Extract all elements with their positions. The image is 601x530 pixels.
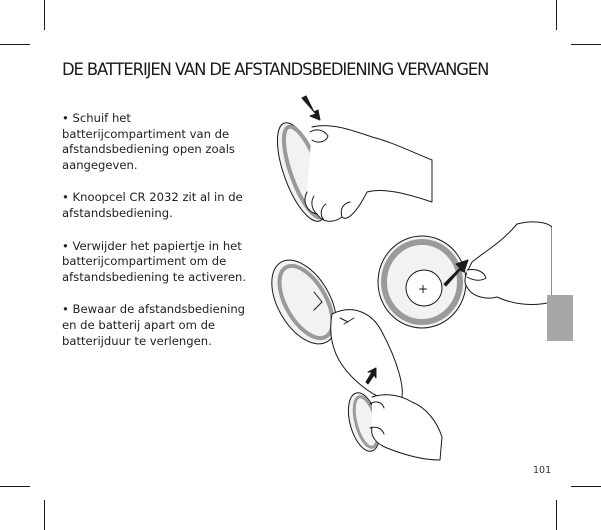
chapter-tab xyxy=(547,295,573,341)
instruction-item: • Bewaar de afstandsbediening en de batterij apart om de batterijduur te verlengen. xyxy=(62,302,246,348)
hand-right xyxy=(465,222,552,305)
crop-mark-top-left-vertical xyxy=(44,0,45,30)
instruction-list xyxy=(62,111,257,366)
crop-mark-bottom-left-vertical xyxy=(44,500,45,530)
arrow-down-icon xyxy=(302,96,320,120)
instruction-item: • Verwijder het papiertje in het batterijcompartiment om de afstandsbediening te activeren. xyxy=(62,238,247,284)
step-2-remove-paper xyxy=(378,222,552,328)
crop-mark-bottom-left-horizontal xyxy=(0,486,30,487)
crop-mark-top-right-horizontal xyxy=(571,44,601,45)
page-title: DE BATTERIJEN VAN DE AFSTANDSBEDIENING VERVANGEN xyxy=(62,60,489,79)
crop-mark-bottom-right-horizontal xyxy=(571,486,601,487)
crop-mark-bottom-right-vertical xyxy=(556,500,557,530)
battery-replacement-illustration xyxy=(262,92,552,462)
step-4-hand-holding-remote xyxy=(343,389,442,460)
crop-mark-top-right-vertical xyxy=(556,0,557,30)
step-1-open-remote xyxy=(267,96,432,227)
svg-text:+: + xyxy=(418,282,429,296)
instruction-item: • Knoopcel CR 2032 zit al in de afstandsbediening. xyxy=(62,190,243,220)
page-number: 101 xyxy=(533,465,552,476)
remote-cover xyxy=(331,310,403,403)
instruction-item: • Schuif het batterijcompartiment van de afstandsbediening open zoals aangegeven. xyxy=(62,111,235,172)
crop-mark-top-left-horizontal xyxy=(0,44,30,45)
